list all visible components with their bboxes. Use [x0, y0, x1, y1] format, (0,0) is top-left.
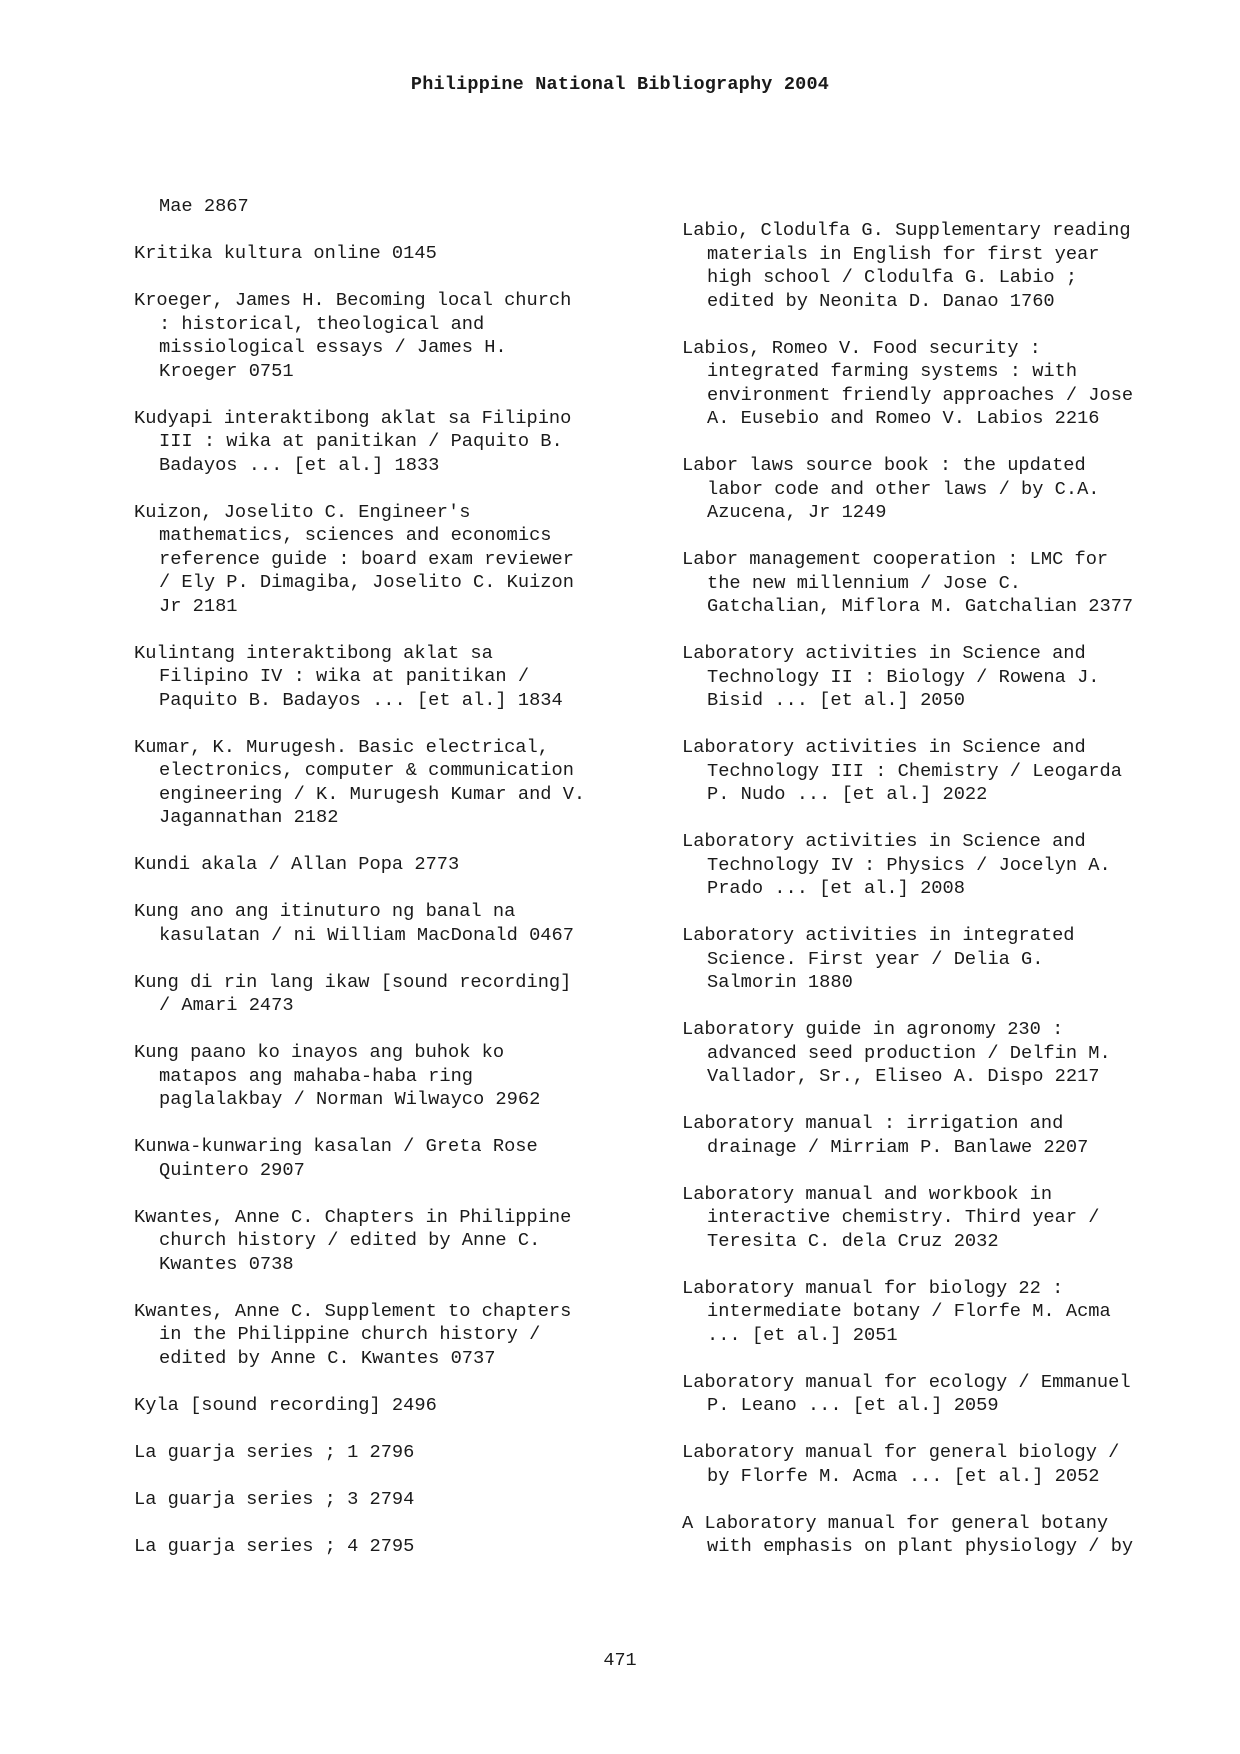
bibliography-entry: [134, 1300, 654, 1371]
entry-line: by Florfe M. Acma ... [et al.] 2052: [707, 1464, 1100, 1487]
entry-line: electronics, computer & communication: [159, 759, 574, 781]
entry-line: interactive chemistry. Third year /: [707, 1206, 1100, 1228]
entry-line: A. Eusebio and Romeo V. Labios 2216: [707, 407, 1100, 429]
entry-line: Labor laws source book : the updated: [682, 454, 1086, 476]
bibliography-entry: [134, 407, 654, 478]
entry-line: Kritika kultura online 0145: [134, 242, 437, 264]
entry-line: Laboratory manual and workbook in: [682, 1182, 1053, 1205]
bibliography-entry: [682, 1371, 1202, 1418]
bibliography-entry: [134, 289, 654, 383]
bibliography-entry: [682, 1183, 1202, 1254]
entry-line: / Ely P. Dimagiba, Joselito C. Kuizon: [159, 571, 574, 593]
entry-line: Kyla [sound recording] 2496: [134, 1393, 437, 1416]
entry-line: Jr 2181: [159, 594, 238, 617]
bibliography-entry: [682, 1018, 1202, 1089]
entry-line: : historical, theological and: [159, 312, 485, 335]
bibliography-entry: [134, 195, 654, 219]
entry-line: La guarja series ; 1 2796: [134, 1440, 415, 1463]
entry-line: Kroeger, James H. Becoming local church: [134, 289, 572, 311]
bibliography-entry: [134, 1041, 654, 1112]
bibliography-entry: [134, 1135, 654, 1182]
entry-line: Laboratory manual for biology 22 :: [682, 1276, 1064, 1299]
entry-line: Jagannathan 2182: [159, 806, 339, 828]
entry-line: A Laboratory manual for general botany: [682, 1511, 1109, 1534]
entry-line: materials in English for first year: [707, 242, 1100, 265]
entry-line: Laboratory manual : irrigation and: [682, 1112, 1064, 1134]
bibliography-entry: [134, 642, 654, 713]
entry-line: mathematics, sciences and economics: [159, 524, 552, 546]
entry-line: Laboratory activities in integrated: [682, 924, 1075, 946]
bibliography-entry: [682, 219, 1202, 313]
bibliography-entry: [682, 1112, 1202, 1159]
bibliography-entry: [134, 501, 654, 619]
bibliography-entry: [134, 971, 654, 1018]
entry-line: the new millennium / Jose C.: [707, 571, 1022, 594]
entry-line: Kudyapi interaktibong aklat sa Filipino: [134, 406, 572, 429]
entry-line: Laboratory activities in Science and: [682, 642, 1086, 664]
entry-line: Filipino IV : wika at panitikan /: [159, 665, 530, 687]
entry-line: Kroeger 0751: [159, 359, 294, 382]
right-column: [682, 219, 1202, 1582]
bibliography-entry: [134, 900, 654, 947]
entry-line: Kung di rin lang ikaw [sound recording]: [134, 970, 572, 993]
bibliography-entry: [682, 1441, 1202, 1488]
entry-line: with emphasis on plant physiology / by: [707, 1535, 1134, 1557]
entry-line: Labio, Clodulfa G. Supplementary reading: [682, 219, 1131, 241]
entry-line: Kundi akala / Allan Popa 2773: [134, 853, 460, 875]
entry-line: Technology II : Biology / Rowena J.: [707, 665, 1100, 688]
entry-line: Kunwa-kunwaring kasalan / Greta Rose: [134, 1135, 538, 1157]
bibliography-entry: [682, 1512, 1202, 1559]
bibliography-entry: [134, 1488, 654, 1512]
entry-line: Mae 2867: [159, 195, 249, 217]
entry-line: ... [et al.] 2051: [707, 1323, 898, 1346]
entry-line: engineering / K. Murugesh Kumar and V.: [159, 782, 586, 805]
entry-line: Laboratory guide in agronomy 230 :: [682, 1018, 1064, 1040]
bibliography-entry: [682, 830, 1202, 901]
entry-line: church history / edited by Anne C.: [159, 1229, 541, 1251]
entry-line: P. Nudo ... [et al.] 2022: [707, 783, 988, 805]
bibliography-entry: [134, 1394, 654, 1418]
entry-line: Azucena, Jr 1249: [707, 501, 887, 523]
entry-line: Kwantes, Anne C. Chapters in Philippine: [134, 1205, 572, 1228]
entry-line: edited by Anne C. Kwantes 0737: [159, 1346, 496, 1369]
bibliography-entry: [134, 242, 654, 266]
bibliography-entry: [682, 337, 1202, 431]
entry-line: La guarja series ; 3 2794: [134, 1487, 415, 1510]
entry-line: Laboratory manual for general biology /: [682, 1441, 1120, 1463]
entry-line: high school / Clodulfa G. Labio ;: [707, 266, 1078, 288]
entry-line: Technology III : Chemistry / Leogarda: [707, 759, 1122, 782]
entry-line: missiological essays / James H.: [159, 336, 507, 358]
bibliography-entry: [682, 642, 1202, 713]
entry-line: Paquito B. Badayos ... [et al.] 1834: [159, 688, 563, 711]
entry-line: III : wika at panitikan / Paquito B.: [159, 430, 563, 452]
entry-line: Labor management cooperation : LMC for: [682, 548, 1109, 570]
entry-line: integrated farming systems : with: [707, 360, 1078, 382]
bibliography-entry: [682, 924, 1202, 995]
entry-line: intermediate botany / Florfe M. Acma: [707, 1300, 1111, 1322]
entry-line: Salmorin 1880: [707, 971, 853, 993]
entry-line: environment friendly approaches / Jose: [707, 383, 1134, 406]
bibliography-entry: [134, 1206, 654, 1277]
entry-line: Kwantes 0738: [159, 1252, 294, 1275]
entry-line: La guarja series ; 4 2795: [134, 1534, 415, 1557]
entry-line: / Amari 2473: [159, 994, 294, 1016]
bibliography-entry: [682, 548, 1202, 619]
entry-line: in the Philippine church history /: [159, 1323, 541, 1345]
entry-line: reference guide : board exam reviewer: [159, 547, 574, 570]
entry-line: Technology IV : Physics / Jocelyn A.: [707, 853, 1111, 876]
entry-line: Vallador, Sr., Eliseo A. Dispo 2217: [707, 1065, 1100, 1087]
entry-line: Laboratory activities in Science and: [682, 830, 1086, 852]
entry-line: Teresita C. dela Cruz 2032: [707, 1229, 999, 1252]
entry-line: Kung paano ko inayos ang buhok ko: [134, 1041, 505, 1063]
entry-line: Labios, Romeo V. Food security :: [682, 336, 1041, 359]
entry-line: Prado ... [et al.] 2008: [707, 877, 965, 899]
entry-line: labor code and other laws / by C.A.: [707, 477, 1100, 500]
bibliography-entry: [682, 454, 1202, 525]
entry-line: drainage / Mirriam P. Banlawe 2207: [707, 1135, 1089, 1158]
entry-line: Laboratory activities in Science and: [682, 736, 1086, 758]
bibliography-entry: [682, 1277, 1202, 1348]
entry-line: Kwantes, Anne C. Supplement to chapters: [134, 1299, 572, 1322]
entry-line: kasulatan / ni William MacDonald 0467: [159, 923, 574, 946]
page-number: 471: [603, 1650, 637, 1671]
entry-line: Kung ano ang itinuturo ng banal na: [134, 900, 516, 922]
entry-line: edited by Neonita D. Danao 1760: [707, 289, 1055, 312]
entry-line: Gatchalian, Miflora M. Gatchalian 2377: [707, 595, 1134, 617]
entry-line: paglalakbay / Norman Wilwayco 2962: [159, 1088, 541, 1110]
bibliography-entry: [682, 736, 1202, 807]
bibliography-entry: [134, 1441, 654, 1465]
entry-line: Kulintang interaktibong aklat sa: [134, 641, 493, 664]
entry-line: Quintero 2907: [159, 1158, 305, 1181]
bibliography-entry: [134, 853, 654, 877]
entry-line: Bisid ... [et al.] 2050: [707, 689, 965, 711]
entry-line: Science. First year / Delia G.: [707, 947, 1044, 970]
page-title: Philippine National Bibliography 2004: [410, 74, 830, 95]
entry-line: P. Leano ... [et al.] 2059: [707, 1394, 999, 1416]
entry-line: advanced seed production / Delfin M.: [707, 1041, 1111, 1064]
left-column: [134, 195, 654, 1582]
bibliography-entry: [134, 1535, 654, 1559]
entry-line: Laboratory manual for ecology / Emmanuel: [682, 1370, 1131, 1393]
entry-line: Badayos ... [et al.] 1833: [159, 453, 440, 476]
entry-line: Kuizon, Joselito C. Engineer's: [134, 500, 471, 523]
entry-line: Kumar, K. Murugesh. Basic electrical,: [134, 735, 549, 758]
entry-line: matapos ang mahaba-haba ring: [159, 1064, 474, 1087]
bibliography-entry: [134, 736, 654, 830]
